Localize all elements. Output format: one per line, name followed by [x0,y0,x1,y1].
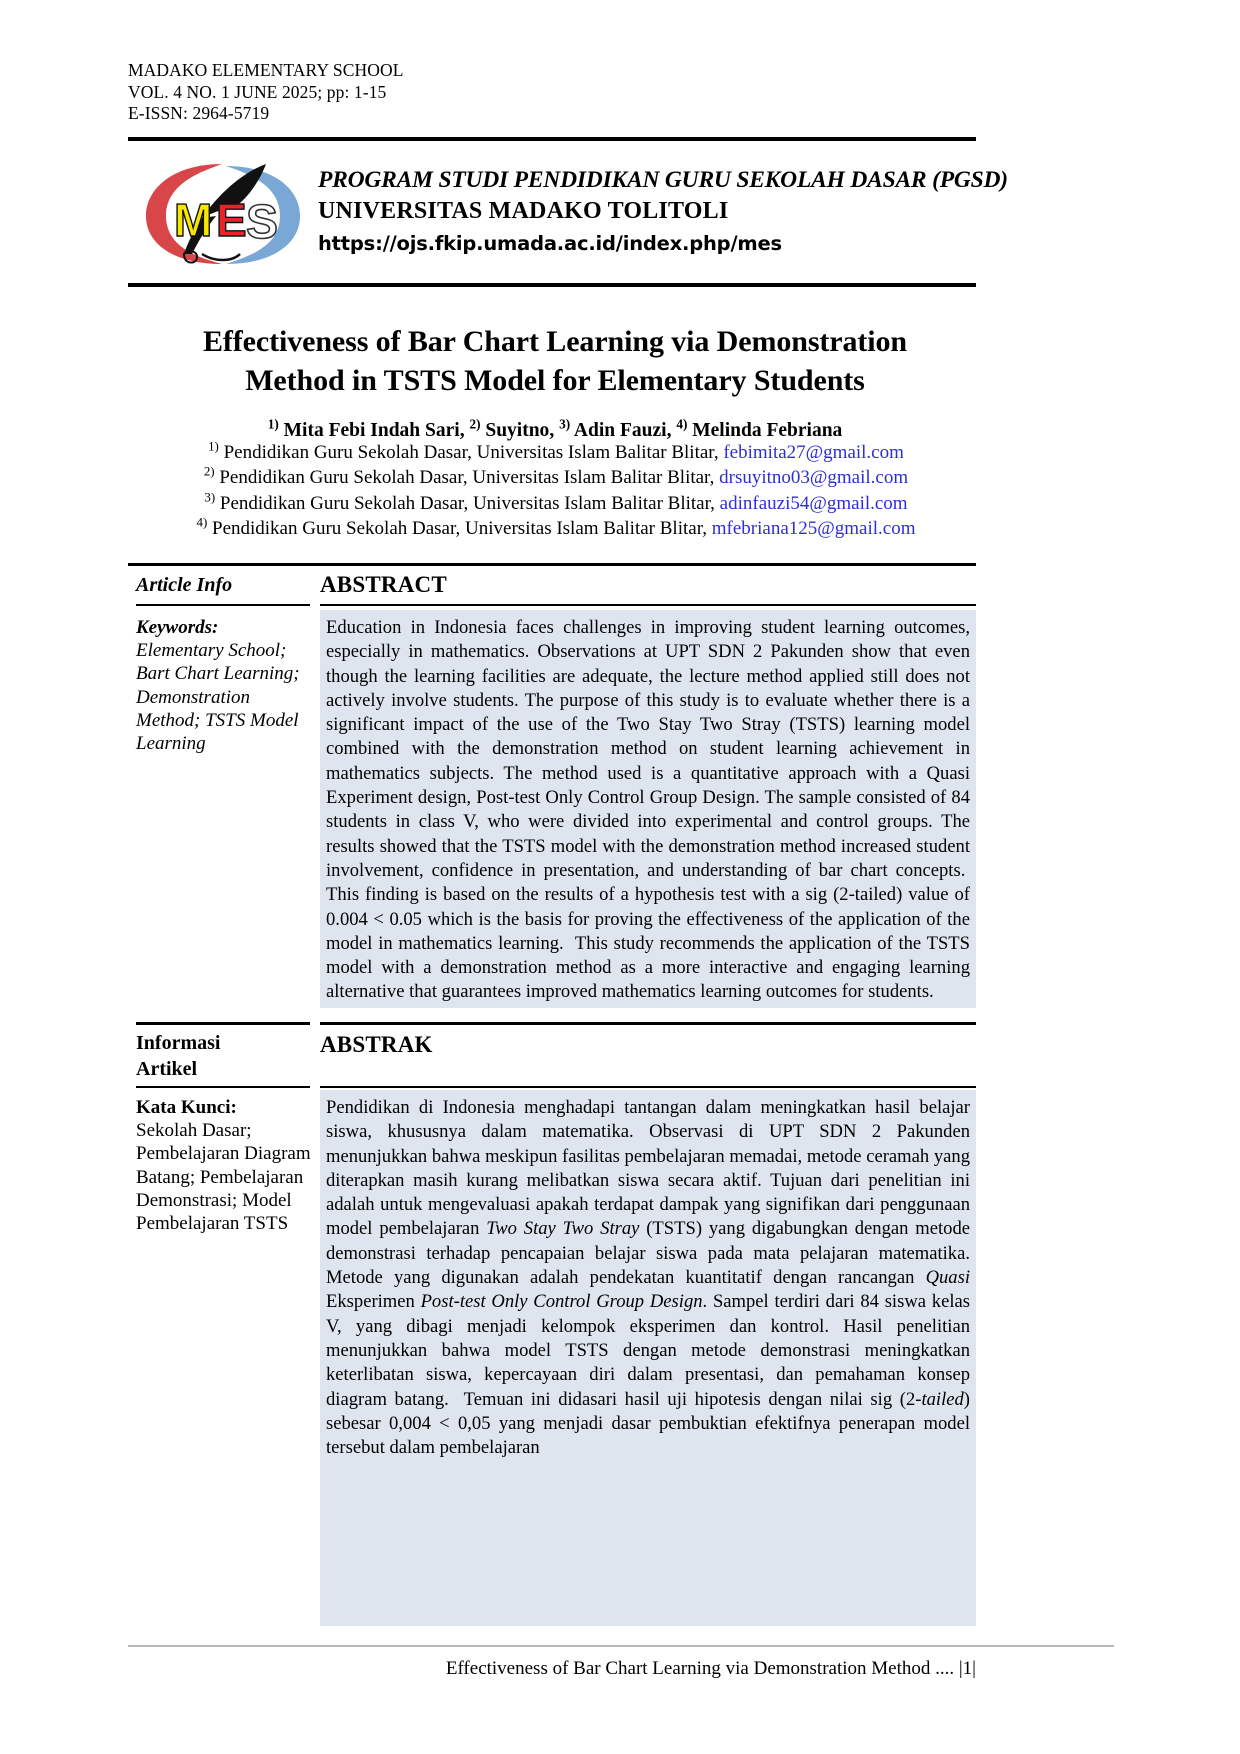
abstrak-top-rule [320,1022,976,1025]
author-mark: 3) [559,416,571,432]
svg-text:S: S [246,196,279,249]
author-name: Suyitno [485,420,550,441]
informasi-line-2: Artikel [136,1058,198,1080]
keywords-en-heading: Keywords: [136,617,219,638]
abstract-heading: ABSTRACT [320,572,447,597]
affiliation-mark: 2) [203,464,215,480]
abstract-id-text: Pendidikan di Indonesia menghadapi tantangan dalam meningkatkan hasil belajar siswa, khususnya dalam matematika. Observasi di UPT SDN 2 Pakunden menunjukkan bahwa meskipun fasilitas pembelajaran memadai, metode ceramah yang diterapkan masih kurang melibatkan siswa secara aktif. Tujuan dari penelitian ini adalah untuk mengevaluasi apakah terdapat dampak yang signifikan dari penggunaan model pembelajaran Two Stay Two Stray (TSTS) yang digabungkan dengan metode demonstrasi terhadap pencapaian belajar siswa pada mata pelajaran matematika. Metode yang digunakan adalah pendekatan kuantitatif dengan rancangan Quasi Eksperimen Post-test Only Control Group Design. Sampel terdiri dari 84 siswa kelas V, yang dibagi menjadi kelompok eksperimen dan kontrol. Hasil penelitian menunjukkan bahwa model TSTS dengan metode demonstrasi meningkatkan keterlibatan siswa, kepercayaan diri dalam presentasi, dan pemahaman konsep diagram batang. Temuan ini didasari hasil uji hipotesis dengan nilai sig (2-tailed) sebesar 0,004 < 0,05 yang menjadi dasar pembuktian efektifnya penerapan model tersebut dalam pembelajaran [326,1097,970,1459]
university-name: UNIVERSITAS MADAKO TOLITOLI [318,198,729,224]
journal-name: MADAKO ELEMENTARY SCHOOL [128,60,404,80]
article-info-underline [136,604,310,606]
abstract-id-box [320,1090,976,1626]
affiliation-row [128,491,984,516]
author-email[interactable]: drsuyitno03@gmail.com [719,467,909,489]
keywords-en [136,616,318,755]
affiliation-text: Pendidikan Guru Sekolah Dasar, Universitas Islam Balitar Blitar, [223,442,719,463]
author-entry: $^{3)}$ Adin Fauzi, [559,416,672,441]
author-entry: $^{1)}$ Mita Febi Indah Sari, [267,416,465,441]
author-name: Adin Fauzi [573,420,667,441]
masthead-top-rule [128,137,976,141]
title-line-2: Method in TSTS Model for Elementary Students [245,364,865,397]
abstract-en-text: Education in Indonesia faces challenges in improving student learning outcomes, especially in mathematics. Observations at UPT SDN 2 Pakunden show that even though the learning facilities are adequate, the lecture method applied still does not actively involve students. The purpose of this study is to evaluate whether there is a significant impact of the use of the Two Stay Two Stray (TSTS) learning model combined with the demonstration method on student learning achievement in mathematics subjects. The method used is a quantitative approach with a Quasi Experiment design, Post-test Only Control Group Design. The sample consisted of 84 students in class V, who were divided into experimental and control groups. The results showed that the TSTS model with the demonstration method increased student involvement, confidence in presentation, and understanding of bar chart concepts. This finding is based on the results of a hypothesis test with a sig (2-tailed) value of 0.004 < 0.05 which is the basis for proving the effectiveness of the application of the model in mathematics learning. This study recommends the application of the TSTS model with a demonstration method as a more interactive and engaging learning alternative that guarantees improved mathematics learning outcomes for students. [326,617,970,1003]
keywords-id [136,1096,318,1235]
svg-text:E: E [216,194,247,246]
affiliation-row [128,440,984,465]
affiliation-list [128,440,984,542]
journal-logo [140,158,308,270]
author-email[interactable]: febimita27@gmail.com [723,442,904,463]
author-mark: 2) [469,416,481,432]
footer-rule [128,1645,1114,1647]
author-entry [676,416,843,441]
informasi-line-1: Informasi [136,1032,221,1054]
masthead-text [318,165,1008,260]
masthead-bottom-rule [128,283,976,287]
affiliation-text: Pendidikan Guru Sekolah Dasar, Universitas Islam Balitar Blitar, [219,467,715,489]
informasi-underline [136,1086,310,1088]
program-name: PROGRAM STUDI PENDIDIKAN GURU SEKOLAH DASAR (PGSD) [318,167,1008,193]
article-info-heading: Article Info [136,574,233,596]
affiliation-mark: 1) [208,438,219,454]
info-table-top-rule [128,563,976,566]
abstrak-underline [320,1086,976,1088]
svg-text:M: M [174,194,213,246]
abstrak-heading: ABSTRAK [320,1032,433,1057]
author-email[interactable]: mfebriana125@gmail.com [711,518,916,540]
informasi-artikel-heading [136,1030,318,1082]
keywords-id-list: Sekolah Dasar; Pembelajaran Diagram Batang; Pembelajaran Demonstrasi; Model Pembelajaran TSTS [136,1120,311,1235]
journal-url[interactable]: https://ojs.fkip.umada.ac.id/index.php/mes [318,232,782,255]
running-head [128,60,728,125]
affiliation-row [128,465,984,490]
mes-logo-icon [140,158,308,270]
abstract-underline [320,604,976,606]
keywords-en-list: Elementary School; Bart Chart Learning; Demonstration Method; TSTS Model Learning [136,640,300,755]
abstract-en-box [320,610,976,1008]
issn: E-ISSN: 2964-5719 [128,103,270,123]
author-name: Mita Febi Indah Sari [283,420,460,441]
author-entry: $^{2)}$ Suyitno, [469,416,555,441]
page-title [150,322,960,400]
informasi-top-rule [136,1022,310,1025]
affiliation-text: Pendidikan Guru Sekolah Dasar, Universitas Islam Balitar Blitar, [212,518,708,540]
page-footer: Effectiveness of Bar Chart Learning via Demonstration Method .... |1| [445,1658,976,1679]
affiliation-mark: 3) [204,489,216,505]
affiliation-mark: 4) [196,514,208,530]
affiliation-row [128,516,984,541]
title-line-1: Effectiveness of Bar Chart Learning via Demonstration [202,325,908,358]
keywords-id-heading: Kata Kunci: [136,1097,237,1118]
author-mark: 4) [676,416,688,432]
affiliation-text: Pendidikan Guru Sekolah Dasar, Universitas Islam Balitar Blitar, [219,492,715,514]
author-email[interactable]: adinfauzi54@gmail.com [719,492,908,514]
author-mark: 1) [267,416,279,432]
author-name: Melinda Febriana [692,420,843,441]
volume-info: VOL. 4 NO. 1 JUNE 2025; pp: 1-15 [128,81,387,102]
